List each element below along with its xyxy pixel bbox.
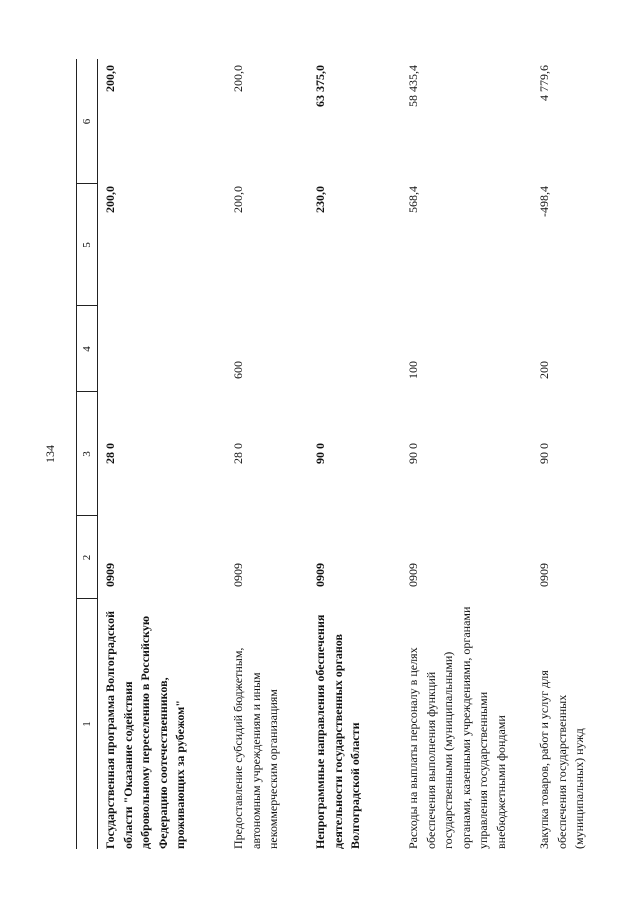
- header-bottom-rule: [97, 59, 98, 849]
- row-col6: 63 375,0: [313, 65, 327, 107]
- column-header-3: 3: [81, 451, 93, 457]
- column-header-6: 6: [81, 118, 93, 125]
- row-code: 0909: [537, 563, 551, 587]
- table-top-rule: [76, 59, 77, 849]
- row-col6: 58 435,4: [406, 65, 420, 107]
- column-header-1: 1: [81, 721, 93, 727]
- column-header-4: 4: [81, 346, 93, 352]
- row-col4: 600: [231, 361, 245, 379]
- row-col4: 100: [406, 361, 420, 379]
- row-code: 0909: [103, 563, 117, 587]
- row-code: 0909: [231, 563, 245, 587]
- row-code: 0909: [406, 563, 420, 587]
- row-name: Предоставление субсидий бюджетным, автономным учреждениям и иным некоммерческим организациям: [231, 647, 280, 849]
- row-col3: 90 0: [313, 443, 327, 464]
- row-code: 0909: [313, 563, 327, 587]
- row-col5: -498,4: [537, 186, 551, 217]
- row-col5: 200,0: [103, 186, 117, 213]
- page-number: 134: [43, 445, 57, 463]
- row-col3: 28 0: [103, 443, 117, 464]
- column-header-2: 2: [81, 554, 93, 561]
- row-name: Закупка товаров, работ и услуг для обеспечения государственных (муниципальных) нужд: [537, 670, 586, 849]
- row-col6: 200,0: [103, 65, 117, 92]
- row-col3: 28 0: [231, 443, 245, 464]
- row-name: Непрограммные направления обеспечения деятельности государственных органов Волгоградской области: [313, 614, 362, 849]
- budget-table: [76, 59, 606, 849]
- row-col6: 4 779,6: [537, 65, 551, 101]
- row-col5: 568,4: [406, 186, 420, 213]
- row-col3: 90 0: [406, 443, 420, 464]
- column-header-5: 5: [81, 242, 93, 248]
- row-col4: 200: [537, 361, 551, 379]
- row-col5: 200,0: [231, 186, 245, 213]
- row-name: Государственная программа Волгоградской области "Оказание содействия добровольному переселению в Российскую Федерацию соотечественников, проживающих за рубежом": [103, 611, 187, 849]
- row-col5: 230,0: [313, 186, 327, 213]
- row-col3: 90 0: [537, 443, 551, 464]
- row-name: Расходы на выплаты персоналу в целях обеспечения выполнения функций государственными (муниципальными) органами, казенными учреждениями, органами управления государственными внебюджетными фондами: [406, 606, 508, 849]
- row-col6: 200,0: [231, 65, 245, 92]
